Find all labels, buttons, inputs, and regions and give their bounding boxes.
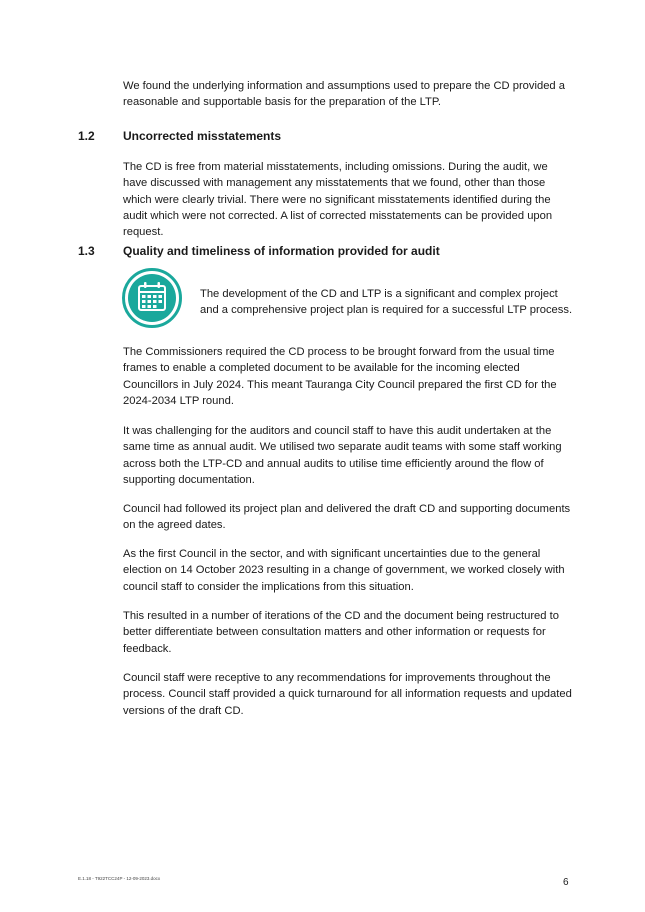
section-1-3-paragraph-4: As the first Council in the sector, and with significant uncertainties due to the general election on 14 October 2023 resulting in a change of government, we worked closely with council staff to consider the implications from this situation. [123, 548, 565, 593]
page-number: 6 [563, 877, 569, 888]
section-title-1-2: Uncorrected misstatements [123, 129, 282, 143]
section-1-3-paragraph-6: Council staff were receptive to any recommendations for improvements throughout the process. Council staff provided a quick turnaround for all information requests and updated versions of the draft CD. [123, 672, 572, 717]
section-1-2-paragraph: The CD is free from material misstatements, including omissions. During the audit, we have discussed with management any misstatements that we found, other than those which were clearly trivial. There were no significant misstatements identified during the audit which were not corrected. A list of corrected misstatements can be provided upon request. [123, 161, 553, 239]
section-number-1-2: 1.2 [78, 129, 95, 143]
calendar-icon [122, 268, 182, 328]
section-title-1-3: Quality and timeliness of information provided for audit [123, 244, 440, 258]
section-1-3-paragraph-1: The Commissioners required the CD process to be brought forward from the usual time frames to enable a completed document to be available for the incoming elected Councillors in July 2024. This meant Tauranga City Council prepared the first CD for the 2024-2034 LTP round. [123, 346, 557, 407]
section-number-1-3: 1.3 [78, 244, 95, 258]
intro-paragraph: We found the underlying information and assumptions used to prepare the CD provided a reasonable and supportable basis for the preparation of the LTP. [123, 80, 565, 109]
section-1-3-paragraph-2: It was challenging for the auditors and council staff to have this audit undertaken at the same time as annual audit. We utilised two separate audit teams with some staff working across both the LTP-CD and annual audits to utilise time efficiently around the flow of supporting documentation. [123, 425, 562, 486]
section-1-3-paragraph-5: This resulted in a number of iterations of the CD and the document being restructured to better differentiate between consultation matters and other information or requests for feedback. [123, 610, 559, 655]
icon-callout-text: The development of the CD and LTP is a significant and complex project and a comprehensive project plan is required for a successful LTP process. [200, 288, 573, 317]
section-1-3-paragraph-3: Council had followed its project plan and delivered the draft CD and supporting documents on the agreed dates. [123, 503, 571, 532]
footer-document-reference: E.1.18 - T922TCC24P - 12-09-2023.docx [78, 876, 161, 881]
